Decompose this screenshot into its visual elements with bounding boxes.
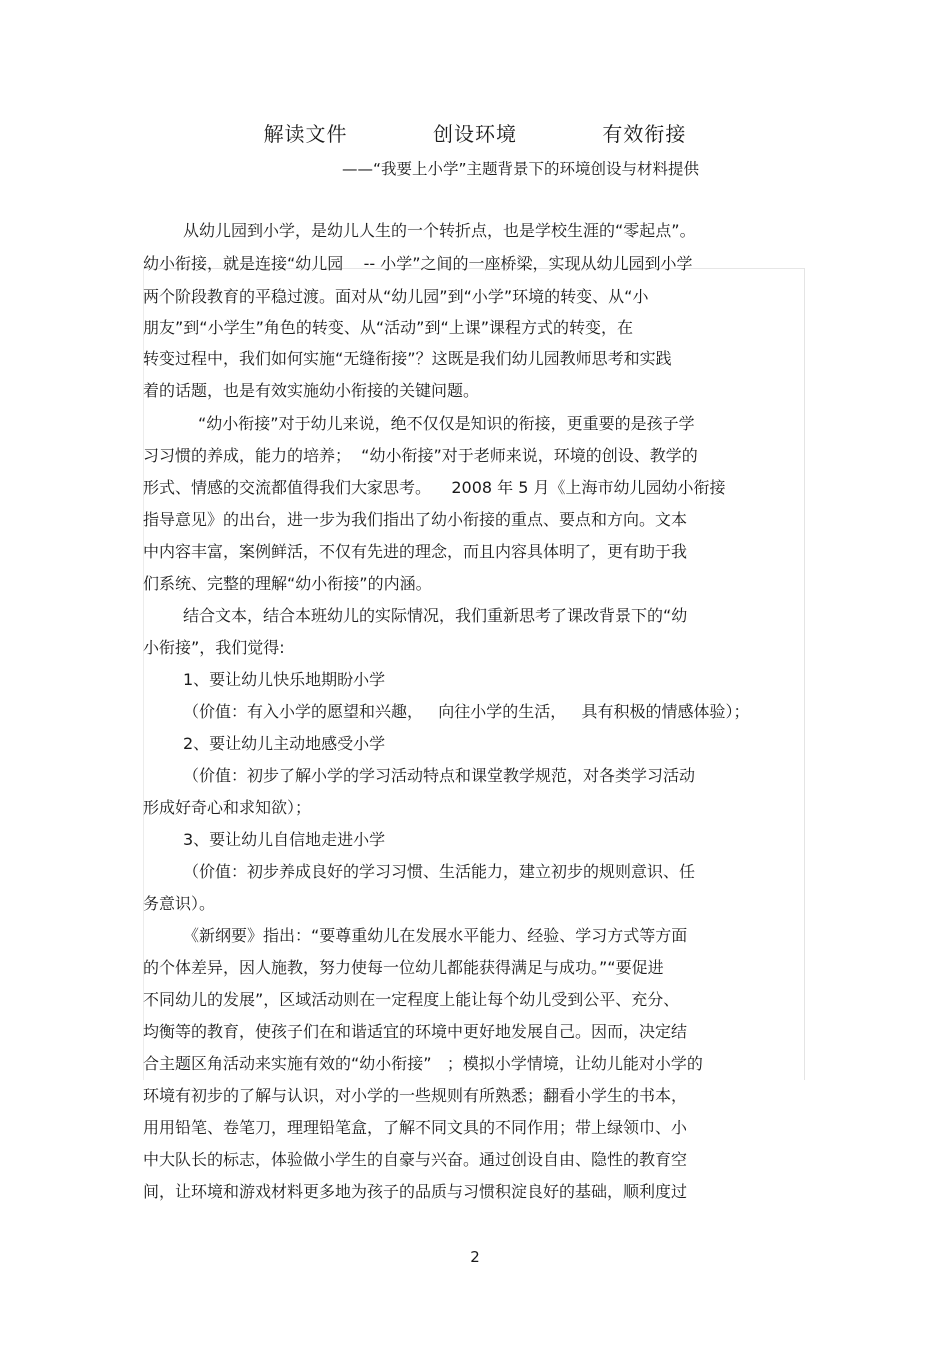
text-line: 习习惯的养成，能力的培养； “幼小衔接”对于老师来说，环境的创设、教学的 [143,446,698,465]
text-line: 结合文本，结合本班幼儿的实际情况，我们重新思考了课改背景下的“幼 [183,606,688,625]
text-line: 指导意见》的出台，进一步为我们指出了幼小衔接的重点、要点和方向。文本 [143,510,688,529]
text-line: 从幼儿园到小学，是幼儿人生的一个转折点，也是学校生涯的“零起点”。 [183,221,696,240]
text-line: （价值：有入小学的愿望和兴趣， 向往小学的生活， 具有积极的情感体验）； [183,702,750,721]
text-line: 中大队长的标志，体验做小学生的自豪与兴奋。通过创设自由、隐性的教育空 [143,1150,688,1169]
text-line: 们系统、完整的理解“幼小衔接”的内涵。 [143,574,432,593]
text-line: 转变过程中，我们如何实施“无缝衔接”？这既是我们幼儿园教师思考和实践 [143,349,672,368]
text-line: 着的话题，也是有效实施幼小衔接的关键问题。 [143,381,480,400]
text-line: （价值：初步了解小学的学习活动特点和课堂教学规范，对各类学习活动 [183,766,696,785]
document-title: 解读文件 创设环境 有效衔接 [263,122,687,146]
text-line: 均衡等的教育，使孩子们在和谐适宜的环境中更好地发展自己。因而，决定结 [143,1022,688,1041]
text-line: 形成好奇心和求知欲）； [143,798,312,817]
text-line: 间，让环境和游戏材料更多地为孩子的品质与习惯积淀良好的基础，顺利度过 [143,1182,688,1201]
text-line: 务意识）。 [143,894,216,913]
text-line: 中内容丰富，案例鲜活，不仅有先进的理念，而且内容具体明了，更有助于我 [143,542,688,561]
text-line: 合主题区角活动来实施有效的“幼小衔接” ；模拟小学情境，让幼儿能对小学的 [143,1054,703,1073]
text-line: 朋友”到“小学生”角色的转变、从“活动”到“上课”课程方式的转变，在 [143,318,634,337]
text-line: 的个体差异，因人施教，努力使每一位幼儿都能获得满足与成功。”“要促进 [143,958,664,977]
text-line: “幼小衔接”对于幼儿来说，绝不仅仅是知识的衔接，更重要的是孩子学 [198,414,695,433]
text-line: 不同幼儿的发展”，区域活动则在一定程度上能让每个幼儿受到公平、充分、 [143,990,680,1009]
document-subtitle: ——“我要上小学”主题背景下的环境创设与材料提供 [342,160,700,178]
text-line: 用用铅笔、卷笔刀，理理铅笔盒，了解不同文具的不同作用；带上绿领巾、小 [143,1118,688,1137]
text-line: 环境有初步的了解与认识，对小学的一些规则有所熟悉；翻看小学生的书本， [143,1086,688,1105]
text-line: 两个阶段教育的平稳过渡。面对从“幼儿园”到“小学”环境的转变、从“小 [143,287,649,306]
scan-frame-right [804,268,805,1080]
text-line: 小衔接”，我们觉得: [143,638,285,657]
text-line: 2、要让幼儿主动地感受小学 [183,734,386,753]
text-line: 3、要让幼儿自信地走进小学 [183,830,386,849]
text-line: 《新纲要》指出：“要尊重幼儿在发展水平能力、经验、学习方式等方面 [183,926,688,945]
text-line: 形式、情感的交流都值得我们大家思考。 2008 年 5 月《上海市幼儿园幼小衔接 [143,478,726,497]
text-line: 1、要让幼儿快乐地期盼小学 [183,670,386,689]
text-line: （价值：初步养成良好的学习习惯、生活能力，建立初步的规则意识、任 [183,862,696,881]
text-line: 幼小衔接，就是连接“幼儿园 -- 小学”之间的一座桥梁，实现从幼儿园到小学 [143,254,693,273]
page-number: 2 [470,1248,480,1266]
